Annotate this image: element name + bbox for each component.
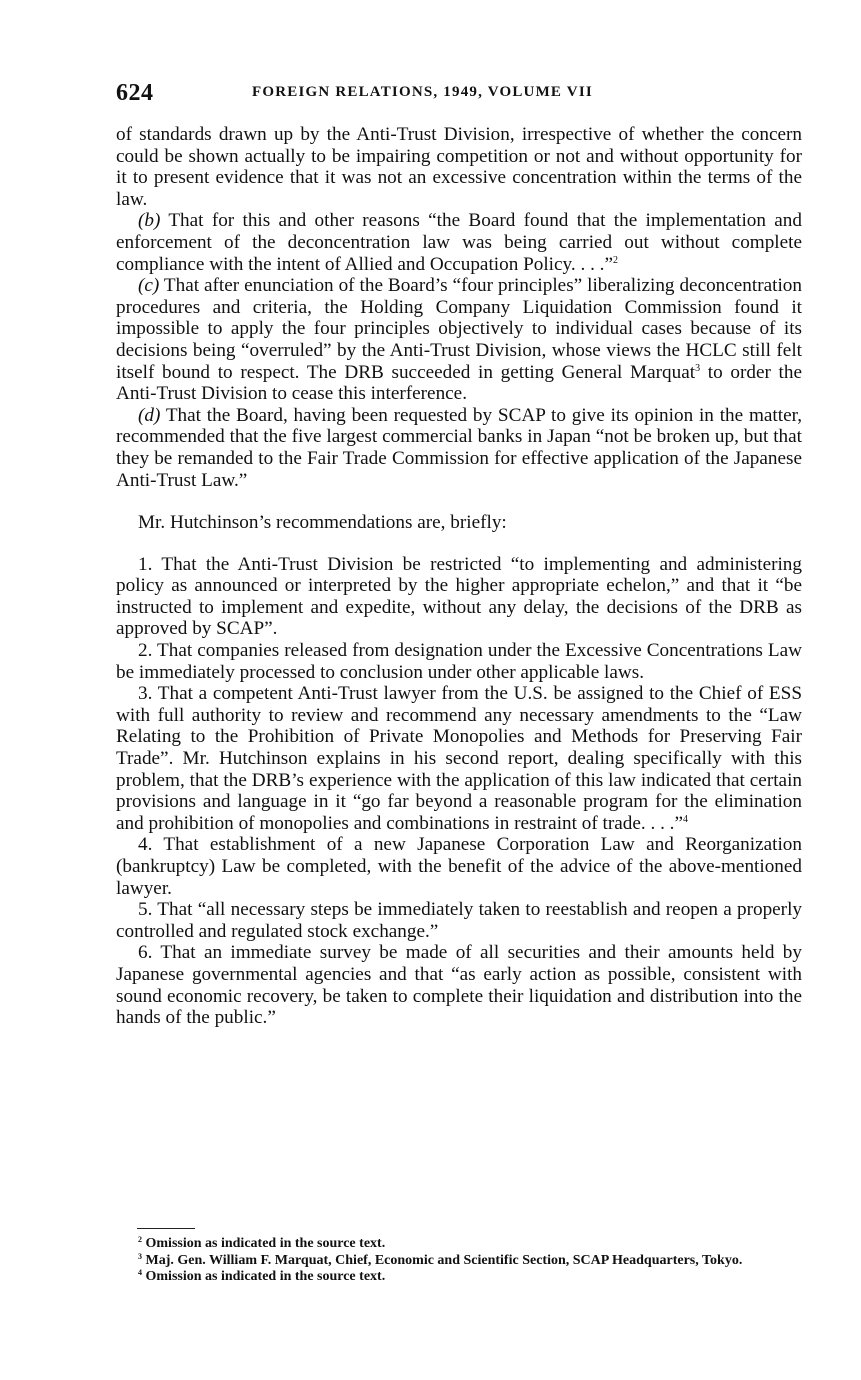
recommendation-2: 2. That companies released from designation under the Excessive Concentrations Law be immediately processed to conclusion under other applicable laws.: [116, 640, 802, 683]
footnote-ref-4: 4: [682, 813, 688, 825]
recommendation-1: 1. That the Anti-Trust Division be restricted “to implementing and administering policy as announced or interpreted by the higher appropriate echelon,” and that it “be instructed to implement and expedite, without any delay, the decisions of the DRB as approved by SCAP”.: [116, 553, 802, 640]
footnotes: [116, 1236, 802, 1286]
footnote-ref-3: 3: [695, 362, 701, 374]
page-header: [116, 80, 802, 110]
footnote-text: Omission as indicated in the source text.: [145, 1269, 386, 1284]
body-text: [116, 124, 802, 1029]
footnote-text: Maj. Gen. William F. Marquat, Chief, Economic and Scientific Section, SCAP Headquarters, Tokyo.: [145, 1252, 743, 1268]
footnote-2: [116, 1236, 802, 1253]
recommendation-4: 4. That establishment of a new Japanese Corporation Law and Reorganization (bankruptcy) Law be completed, with the benefit of the advice of the above-mentioned lawyer.: [116, 834, 802, 899]
recommendation-5: 5. That “all necessary steps be immediately taken to reestablish and reopen a properly controlled and regulated stock exchange.”: [116, 899, 802, 942]
recommendation-3-text: 3. That a competent Anti-Trust lawyer from the U.S. be assigned to the Chief of ESS with full authority to review and recommend any necessary amendments to the “Law Relating to the Prohibition of Private Monopolies and Methods for Preserving Fair Trade”. Mr. Hutchinson explains in his second report, dealing specifically with this problem, that the DRB’s experience with the application of this law indicated that certain provisions and language in it “go far beyond a reasonable program for the elimination and prohibition of monopolies and combinations in restraint of trade. . . .”: [116, 683, 802, 834]
recommendations-intro: Mr. Hutchinson’s recommendations are, briefly:: [138, 512, 507, 534]
footnote-mark: 3: [138, 1251, 142, 1261]
paragraph-c: [116, 275, 802, 405]
paragraph-c-text-1: That after enunciation of the Board’s “four principles” liberalizing deconcentration procedures and criteria, the Holding Company Liquidation Commission found it impossible to apply the four principles objectively to individual cases because of its decisions being “overruled” by the Anti-Trust Division, whose views the HCLC still felt itself bound to respect. The DRB succeeded in getting General Marquat: [116, 275, 802, 383]
running-head: FOREIGN RELATIONS, 1949, VOLUME VII: [252, 84, 593, 100]
footnote-divider: [137, 1228, 195, 1229]
item-label-d: (d): [138, 404, 161, 426]
footnote-mark: 4: [138, 1268, 142, 1277]
paragraph-b: [116, 210, 802, 275]
footnote-text: Omission as indicated in the source text.: [145, 1236, 386, 1251]
footnote-3: [116, 1253, 802, 1270]
page-number: 624: [116, 80, 154, 106]
paragraph-continued: of standards drawn up by the Anti-Trust Division, irrespective of whether the concern could be shown actually to be impairing competition or not and without opportunity for it to present evidence that it was not an excessive concentration within the terms of the law.: [116, 124, 802, 210]
paragraph-b-text: That for this and other reasons “the Board found that the implementation and enforcement of the deconcentration law was being carried out without complete compliance with the intent of Allied and Occupation Policy. . . .”: [116, 210, 802, 275]
recommendation-3: [116, 683, 802, 834]
footnote-ref-2: 2: [612, 254, 618, 266]
item-label-b: (b): [138, 210, 161, 232]
paragraph-d: [116, 405, 802, 491]
footnote-mark: 2: [138, 1235, 142, 1244]
paragraph-d-text: That the Board, having been requested by SCAP to give its opinion in the matter, recommended that the five largest commercial banks in Japan “not be broken up, but that they be remanded to the Fair Trade Commission for effective application of the Japanese Anti-Trust Law.”: [116, 404, 802, 491]
item-label-c: (c): [138, 275, 160, 297]
footnote-4: [116, 1269, 802, 1286]
paragraph-c-text-2: to order the Anti-Trust Division to cease this interference.: [116, 361, 802, 405]
recommendation-6: 6. That an immediate survey be made of all securities and their amounts held by Japanese governmental agencies and that “as early action as possible, consistent with sound economic recovery, be taken to complete their liquidation and distribution into the hands of the public.”: [116, 942, 802, 1029]
